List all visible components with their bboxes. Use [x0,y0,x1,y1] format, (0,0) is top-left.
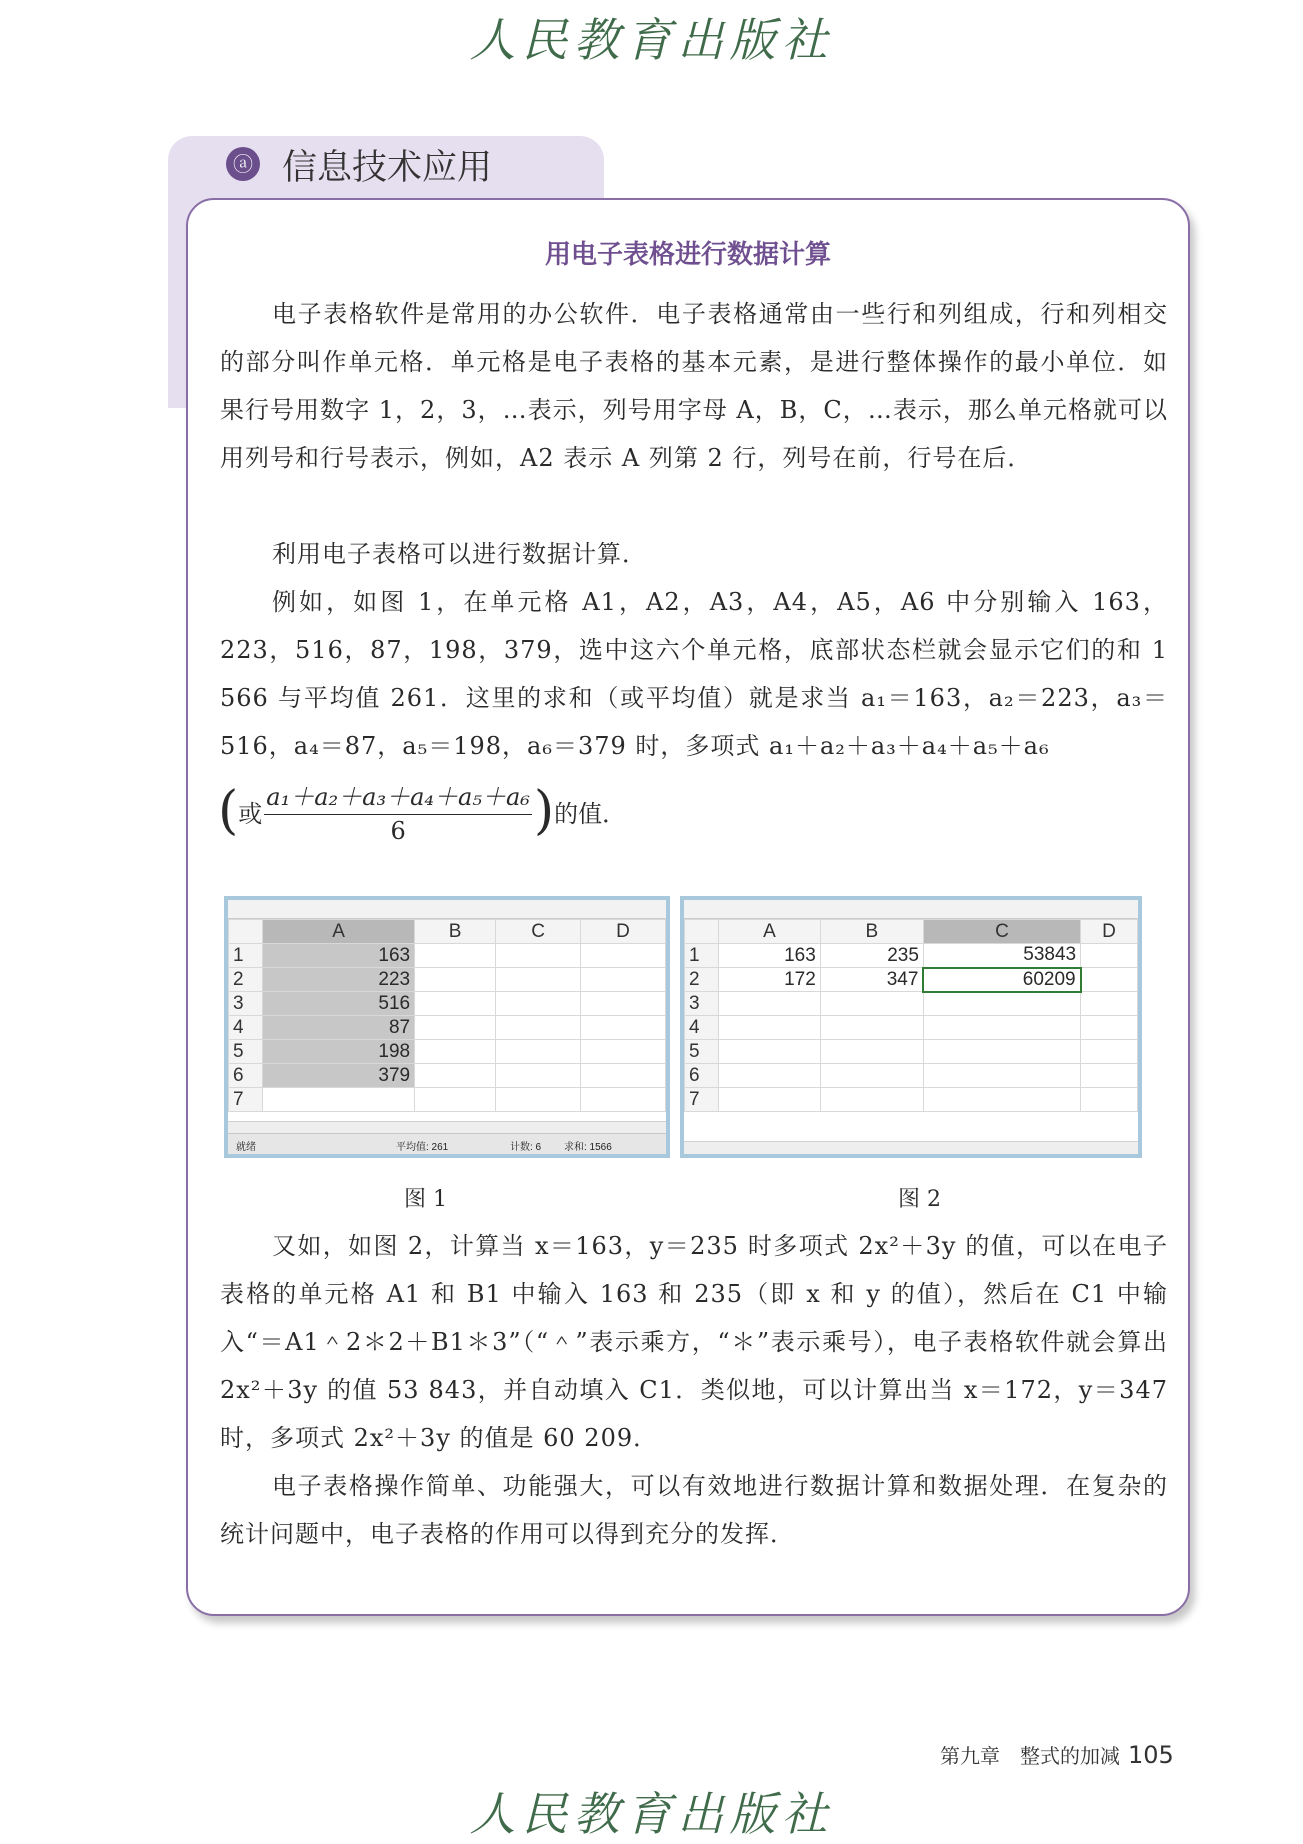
row-header: 1 [229,944,263,968]
col-header: A [719,920,821,944]
row-header: 4 [685,1016,719,1040]
paragraph-4: 又如，如图 2，计算当 x＝163，y＝235 时多项式 2x²＋3y 的值，可以在电子表格的单元格 A1 和 B1 中输入 163 和 235（即 x 和 y 的值），然后在 C1 中输入“＝A1＾2＊2＋B1＊3”（“＾”表示乘方，“＊”表示乘号），电子表格软件就会算出 2x²＋3y 的值 53 843，并自动填入 C1．类似地，可以计算出当 x＝172，y＝347 时，多项式 2x²＋3y 的值是 60 209． [220,1232,1168,1452]
row-header: 2 [229,968,263,992]
page-number: 105 [1128,1741,1174,1769]
fraction-numerator: a₁＋a₂＋a₃＋a₄＋a₅＋a₆ [264,777,532,815]
cell-c2: 60209 [923,968,1080,992]
status-count: 计数: 6 [510,1142,542,1153]
publisher-logo-bottom: 人民教育出版社 [469,1787,834,1841]
col-header: A [263,920,415,944]
col-header: B [415,920,496,944]
status-sum: 求和: 1566 [564,1142,612,1153]
sheet-tab-bar [684,1141,1138,1154]
paragraph-1: 电子表格软件是常用的办公软件．电子表格通常由一些行和列组成，行和列相交的部分叫作单元格．单元格是电子表格的基本元素，是进行整体操作的最小单位．如果行号用数字 1，2，3，…表示，列号用字母 A，B，C，…表示，那么单元格就可以用列号和行号表示，例如，A2 表示 A 列第 2 行，列号在前，行号在后． [220,300,1168,472]
paragraph-3: 例如，如图 1，在单元格 A1，A2，A3，A4，A5，A6 中分别输入 163，223，516，87，198，379，选中这六个单元格，底部状态栏就会显示它们的和 1 566 与平均值 261．这里的求和（或平均值）就是求当 a₁＝163，a₂＝223，a₃＝516，a₄＝87，a₅＝198，a₆＝379 时，多项式 a₁＋a₂＋a₃＋a₄＋a₅＋a₆ [220,588,1168,760]
average-formula [218,778,626,844]
figure-1-caption: 图 1 [404,1187,447,1212]
page-footer [940,1740,1174,1769]
row-header: 3 [229,992,263,1016]
status-bar [228,1133,666,1154]
status-ready: 就绪 [236,1142,256,1153]
row-header: 1 [685,944,719,968]
col-header: C [923,920,1080,944]
row-header: 5 [229,1040,263,1064]
cell-b1: 235 [820,944,923,968]
left-paren: ( [218,781,239,841]
row-header: 7 [685,1088,719,1112]
status-average: 平均值: 261 [396,1142,449,1153]
cell-a1: 163 [719,944,821,968]
row-header: 4 [229,1016,263,1040]
row-header: 7 [229,1088,263,1112]
figure-2-spreadsheet [680,896,1142,1158]
cell-a1: 163 [263,944,415,968]
figure-2-caption: 图 2 [898,1187,941,1212]
figure-1-spreadsheet [224,896,670,1158]
col-header: B [820,920,923,944]
cell-a6: 379 [263,1064,415,1088]
cell-a3: 516 [263,992,415,1016]
chapter-label: 第九章 整式的加减 [940,1744,1120,1768]
row-header: 3 [685,992,719,1016]
cell-a4: 87 [263,1016,415,1040]
formula-bar [228,900,666,919]
paragraph-5: 电子表格操作简单、功能强大，可以有效地进行数据计算和数据处理．在复杂的统计问题中，电子表格的作用可以得到充分的发挥． [220,1472,1168,1548]
fraction [264,777,532,845]
row-header: 6 [229,1064,263,1088]
article-title: 用电子表格进行数据计算 [544,240,831,270]
sheet-grid [684,919,1138,1112]
right-paren: ) [533,781,555,841]
publisher-logo-top: 人民教育出版社 [469,13,834,67]
fraction-denominator: 6 [390,817,406,845]
row-header: 2 [685,968,719,992]
col-header: D [581,920,666,944]
formula-suffix: 的值． [554,799,627,828]
cell-b2: 347 [820,968,923,992]
cell-c1: 53843 [923,944,1080,968]
cell-a5: 198 [263,1040,415,1064]
cell-a2: 172 [719,968,821,992]
sheet-grid [228,919,666,1112]
formula-bar [684,900,1138,919]
row-header: 6 [685,1064,719,1088]
row-header: 5 [685,1040,719,1064]
col-header: D [1081,920,1138,944]
corner-cell [229,920,263,944]
paragraph-2: 利用电子表格可以进行数据计算． [272,540,647,568]
corner-cell [685,920,719,944]
section-title: 信息技术应用 [282,148,493,188]
col-header: C [496,920,581,944]
cell-a2: 223 [263,968,415,992]
cell-a7 [263,1088,415,1112]
formula-prefix: 或 [238,799,263,828]
section-icon: ⓐ [226,147,260,181]
